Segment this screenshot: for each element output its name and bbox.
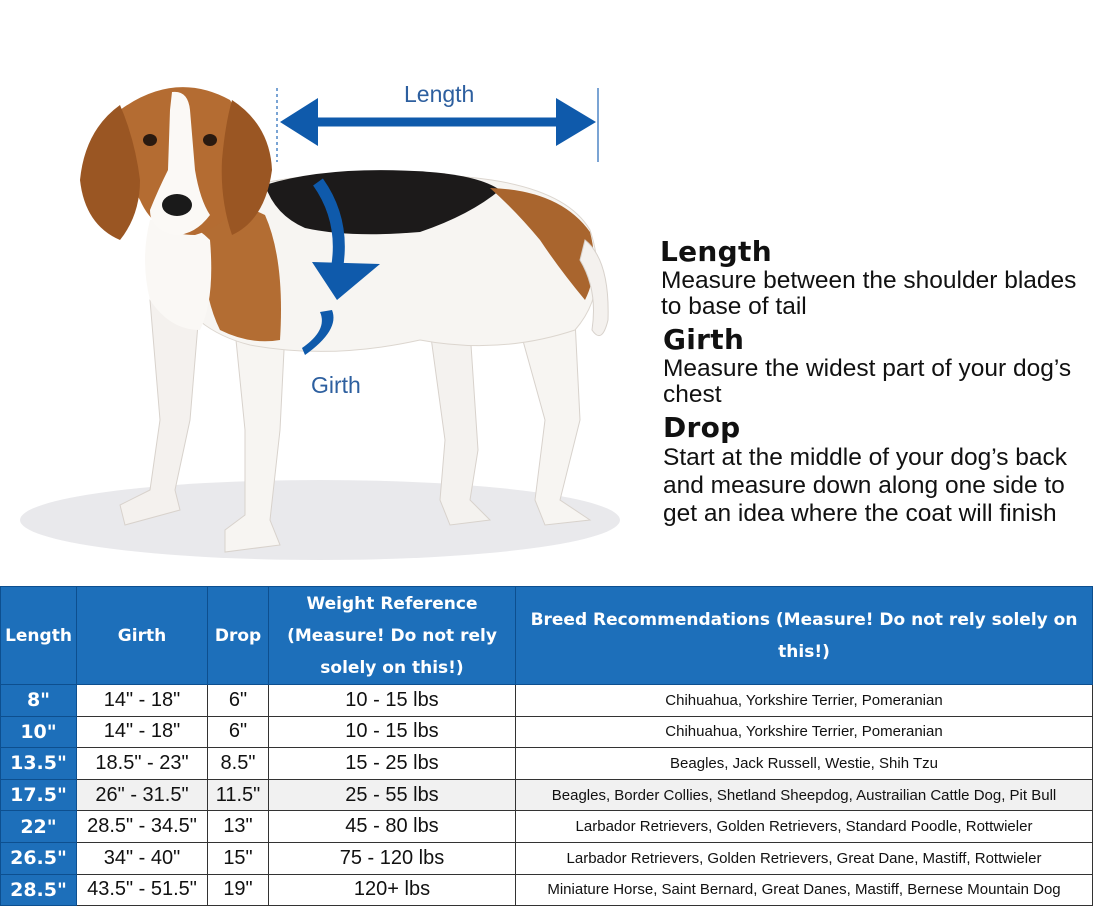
ground-shadow bbox=[20, 480, 620, 560]
cell-girth: 34" - 40" bbox=[77, 842, 208, 874]
girth-heading: Girth bbox=[663, 323, 745, 356]
cell-girth: 43.5" - 51.5" bbox=[77, 874, 208, 906]
table-row bbox=[1, 874, 1093, 906]
cell-girth: 14" - 18" bbox=[77, 685, 208, 717]
cell-drop: 15" bbox=[208, 842, 269, 874]
header-girth: Girth bbox=[77, 587, 208, 685]
cell-drop: 6" bbox=[208, 685, 269, 717]
cell-length: 22" bbox=[1, 811, 77, 843]
cell-weight: 120+ lbs bbox=[269, 874, 516, 906]
cell-weight: 25 - 55 lbs bbox=[269, 779, 516, 811]
cell-drop: 13" bbox=[208, 811, 269, 843]
dog-measurement-illustration bbox=[0, 0, 640, 585]
table-row bbox=[1, 748, 1093, 780]
cell-drop: 6" bbox=[208, 716, 269, 748]
cell-breed: Chihuahua, Yorkshire Terrier, Pomeranian bbox=[516, 716, 1093, 748]
length-arrow-head-right bbox=[556, 98, 596, 146]
cell-breed: Beagles, Border Collies, Shetland Sheepdog, Austrailian Cattle Dog, Pit Bull bbox=[516, 779, 1093, 811]
cell-length: 28.5" bbox=[1, 874, 77, 906]
header-drop: Drop bbox=[208, 587, 269, 685]
length-arrow-label: Length bbox=[404, 81, 475, 107]
cell-weight: 75 - 120 lbs bbox=[269, 842, 516, 874]
header-weight-reference: Weight Reference (Measure! Do not rely solely on this!) bbox=[269, 587, 516, 685]
cell-drop: 8.5" bbox=[208, 748, 269, 780]
length-description: Measure between the shoulder blades to base of tail bbox=[661, 267, 1077, 320]
table-header-row bbox=[1, 587, 1093, 685]
cell-breed: Larbador Retrievers, Golden Retrievers, Standard Poodle, Rottwieler bbox=[516, 811, 1093, 843]
measurement-instructions bbox=[660, 236, 1080, 528]
table-row bbox=[1, 779, 1093, 811]
size-chart-table bbox=[0, 586, 1093, 906]
length-heading: Length bbox=[660, 235, 772, 268]
cell-weight: 15 - 25 lbs bbox=[269, 748, 516, 780]
cell-girth: 14" - 18" bbox=[77, 716, 208, 748]
cell-breed: Miniature Horse, Saint Bernard, Great Danes, Mastiff, Bernese Mountain Dog bbox=[516, 874, 1093, 906]
girth-description: Measure the widest part of your dog’s chest bbox=[663, 355, 1072, 408]
eye-left bbox=[143, 134, 157, 146]
table-row bbox=[1, 685, 1093, 717]
cell-breed: Larbador Retrievers, Golden Retrievers, Great Dane, Mastiff, Rottwieler bbox=[516, 842, 1093, 874]
cell-girth: 28.5" - 34.5" bbox=[77, 811, 208, 843]
nose bbox=[162, 194, 192, 216]
cell-length: 10" bbox=[1, 716, 77, 748]
cell-weight: 10 - 15 lbs bbox=[269, 716, 516, 748]
cell-length: 13.5" bbox=[1, 748, 77, 780]
header-length: Length bbox=[1, 587, 77, 685]
header-breed-recommendations: Breed Recommendations (Measure! Do not rely solely on this!) bbox=[516, 587, 1093, 685]
length-arrow-head-left bbox=[280, 98, 318, 146]
cell-weight: 45 - 80 lbs bbox=[269, 811, 516, 843]
girth-arrow-label: Girth bbox=[311, 372, 361, 398]
cell-girth: 18.5" - 23" bbox=[77, 748, 208, 780]
cell-breed: Chihuahua, Yorkshire Terrier, Pomeranian bbox=[516, 685, 1093, 717]
eye-right bbox=[203, 134, 217, 146]
cell-girth: 26" - 31.5" bbox=[77, 779, 208, 811]
cell-length: 8" bbox=[1, 685, 77, 717]
drop-heading: Drop bbox=[663, 411, 741, 444]
cell-drop: 19" bbox=[208, 874, 269, 906]
table-row bbox=[1, 716, 1093, 748]
table-row bbox=[1, 842, 1093, 874]
beagle-image bbox=[0, 0, 640, 585]
table-row bbox=[1, 811, 1093, 843]
drop-description: Start at the middle of your dog’s back and measure down along one side to get an idea where the coat will finish bbox=[663, 444, 1068, 527]
cell-length: 17.5" bbox=[1, 779, 77, 811]
cell-drop: 11.5" bbox=[208, 779, 269, 811]
cell-length: 26.5" bbox=[1, 842, 77, 874]
cell-breed: Beagles, Jack Russell, Westie, Shih Tzu bbox=[516, 748, 1093, 780]
cell-weight: 10 - 15 lbs bbox=[269, 685, 516, 717]
